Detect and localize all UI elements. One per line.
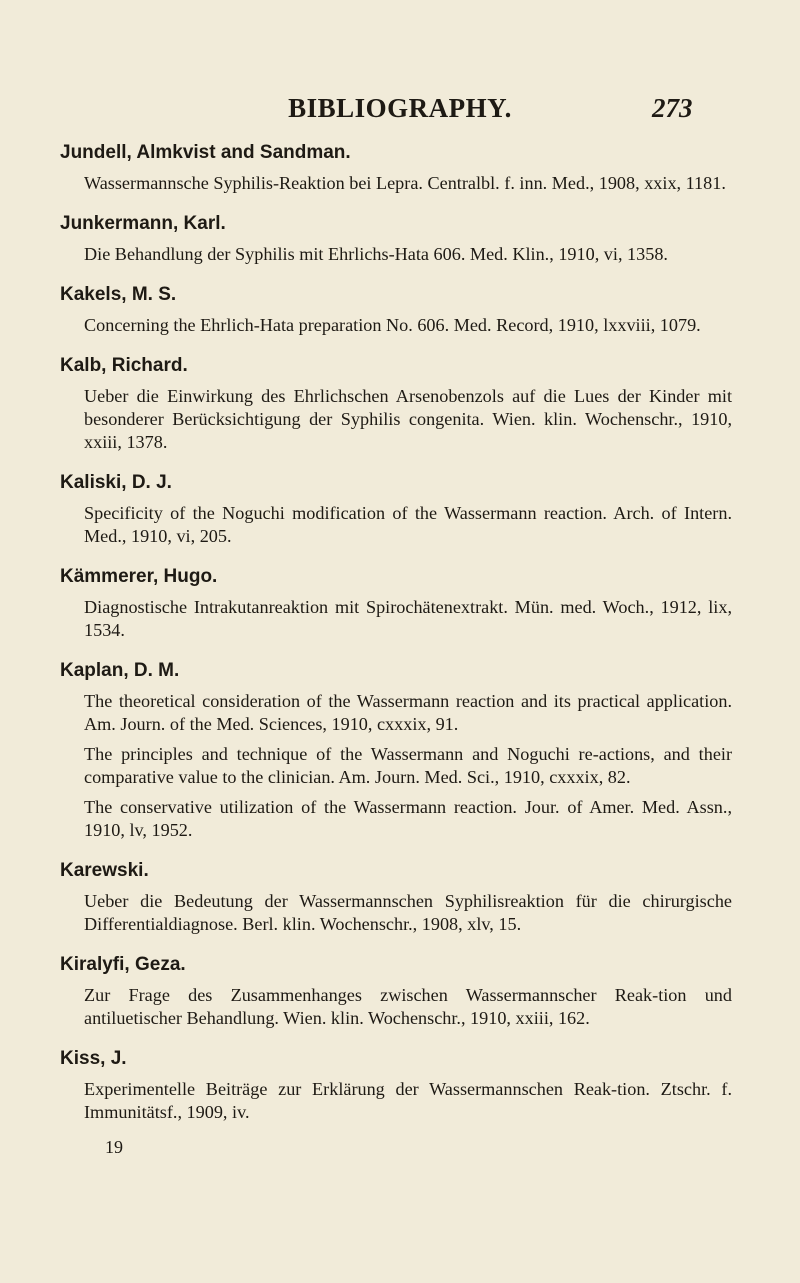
entry (60, 564, 732, 642)
citation: The theoretical consideration of the Wassermann reaction and its practical application. Am. Journ. of the Med. Sciences, 1910, cxxxix, 91. (84, 691, 732, 734)
author: Kiralyfi, Geza. (60, 954, 186, 975)
author: Kaplan, D. M. (60, 660, 180, 681)
citation: Die Behandlung der Syphilis mit Ehrlichs-Hata 606. Med. Klin., 1910, vi, 1358. (84, 244, 668, 264)
running-title: BIBLIOGRAPHY. (288, 93, 512, 123)
author: Karewski. (60, 860, 149, 881)
entry (60, 952, 732, 1030)
author: Kalb, Richard. (60, 355, 188, 376)
author: Kaliski, D. J. (60, 472, 172, 493)
citation: Ueber die Einwirkung des Ehrlichschen Arsenobenzols auf die Lues der Kinder mit besonderer Berücksichtigung der Syphilis congenita. Wien. klin. Wochenschr., 1910, xxiii, 1378. (84, 386, 732, 452)
author: Junkermann, Karl. (60, 213, 226, 234)
author: Jundell, Almkvist and Sandman. (60, 142, 351, 163)
citation: Experimentelle Beiträge zur Erklärung der Wassermannschen Reak-tion. Ztschr. f. Immunitätsf., 1909, iv. (84, 1079, 732, 1122)
citation: Wassermannsche Syphilis-Reaktion bei Lepra. Centralbl. f. inn. Med., 1908, xxix, 1181. (84, 173, 726, 193)
entry (60, 211, 732, 266)
entry (60, 140, 732, 195)
citation: Ueber die Bedeutung der Wassermannschen Syphilisreaktion für die chirurgische Differentialdiagnose. Berl. klin. Wochenschr., 1908, xlv, 15. (84, 891, 732, 934)
entry (60, 858, 732, 936)
citation: Diagnostische Intrakutanreaktion mit Spirochätenextrakt. Mün. med. Woch., 1912, lix, 1534. (84, 597, 732, 640)
entry-list (60, 140, 732, 1158)
citation: The principles and technique of the Wassermann and Noguchi re-actions, and their comparative value to the clinician. Am. Journ. Med. Sci., 1910, cxxxix, 82. (84, 744, 732, 787)
citation: The conservative utilization of the Wassermann reaction. Jour. of Amer. Med. Assn., 1910, lv, 1952. (84, 797, 732, 840)
entry (60, 470, 732, 548)
citation: Specificity of the Noguchi modification of the Wassermann reaction. Arch. of Intern. Med., 1910, vi, 205. (84, 503, 732, 546)
author: Kakels, M. S. (60, 284, 177, 305)
citation: Zur Frage des Zusammenhanges zwischen Wassermannscher Reak-tion und antiluetischer Behandlung. Wien. klin. Wochenschr., 1910, xxiii, 162. (84, 985, 732, 1028)
entry (60, 658, 732, 842)
author: Kämmerer, Hugo. (60, 566, 218, 587)
entry (60, 353, 732, 454)
author: Kiss, J. (60, 1048, 127, 1069)
page-number: 273 (652, 93, 693, 123)
signature-mark: 19 (105, 1137, 123, 1157)
citation: Concerning the Ehrlich-Hata preparation No. 606. Med. Record, 1910, lxxviii, 1079. (84, 315, 701, 335)
entry (60, 282, 732, 337)
entry (60, 1046, 732, 1124)
